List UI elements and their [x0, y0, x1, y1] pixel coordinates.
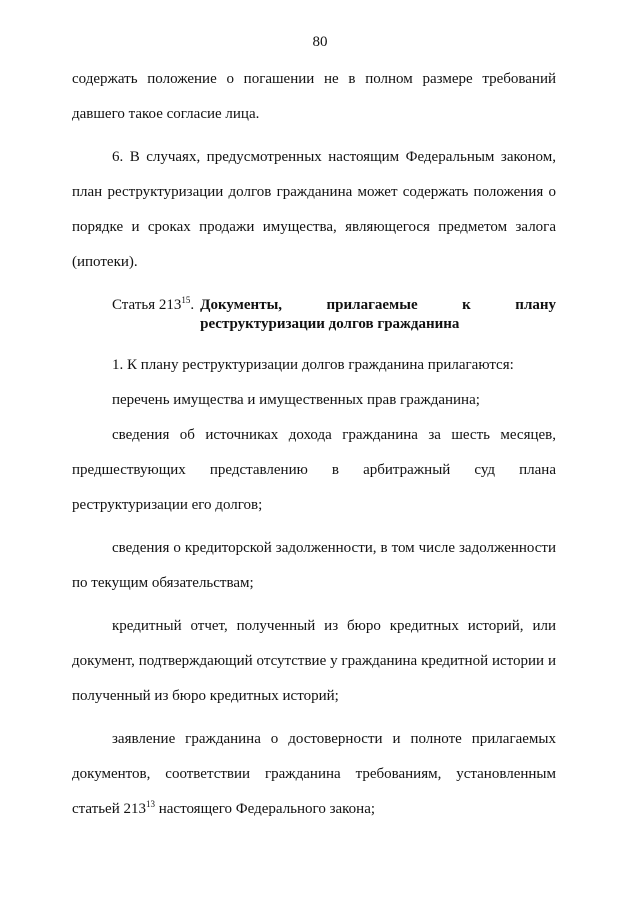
list-item: кредитный отчет, полученный из бюро кредитных историй, или документ, подтверждающий отсутствие у гражданина кредитной истории и полученный из бюро кредитных историй; [72, 618, 556, 704]
article-number-superscript: 15 [181, 295, 191, 305]
paragraph-line: содержать положение о погашении не в полном размере требований [72, 71, 556, 87]
paragraph-line: 6. В случаях, предусмотренных настоящим Федеральным законом, [112, 149, 556, 165]
list-item: сведения о кредиторской задолженности, в том числе задолженности по текущим обязательствам; [72, 540, 556, 591]
article-heading [72, 296, 556, 334]
page-number: 80 [312, 34, 328, 50]
article-ref-superscript: 13 [146, 799, 155, 809]
article-label: Статья $213^{15}$. [112, 295, 195, 313]
article-title [194, 296, 556, 334]
list-item: перечень имущества и имущественных прав гражданина; [112, 392, 480, 408]
list-item: 1. К плану реструктуризации долгов гражданина прилагаются: [112, 357, 514, 373]
paragraph-continuation [72, 62, 556, 132]
article-title-line: реструктуризации долгов гражданина [200, 316, 460, 332]
article-title-line: Документы, прилагаемые к плану [200, 297, 556, 313]
paragraph-line: давшего такое согласие лица. [72, 106, 260, 122]
paragraph-text: план реструктуризации долгов гражданина может содержать положения о порядке и сроках продажи имущества, являющегося предметом залога (ипотеки). [72, 184, 556, 270]
list-item-last: заявление гражданина о достоверности и полноте прилагаемых документов, соответствии гражданина требованиям, установленным статьей $213^{13}$ настоящего Федерального закона; [72, 731, 556, 817]
paragraph-item-6 [72, 140, 556, 280]
list-item: сведения об источниках дохода гражданина за шесть месяцев, предшествующих представлению в арбитражный суд плана реструктуризации его долгов; [72, 427, 556, 513]
document-body [72, 62, 556, 827]
